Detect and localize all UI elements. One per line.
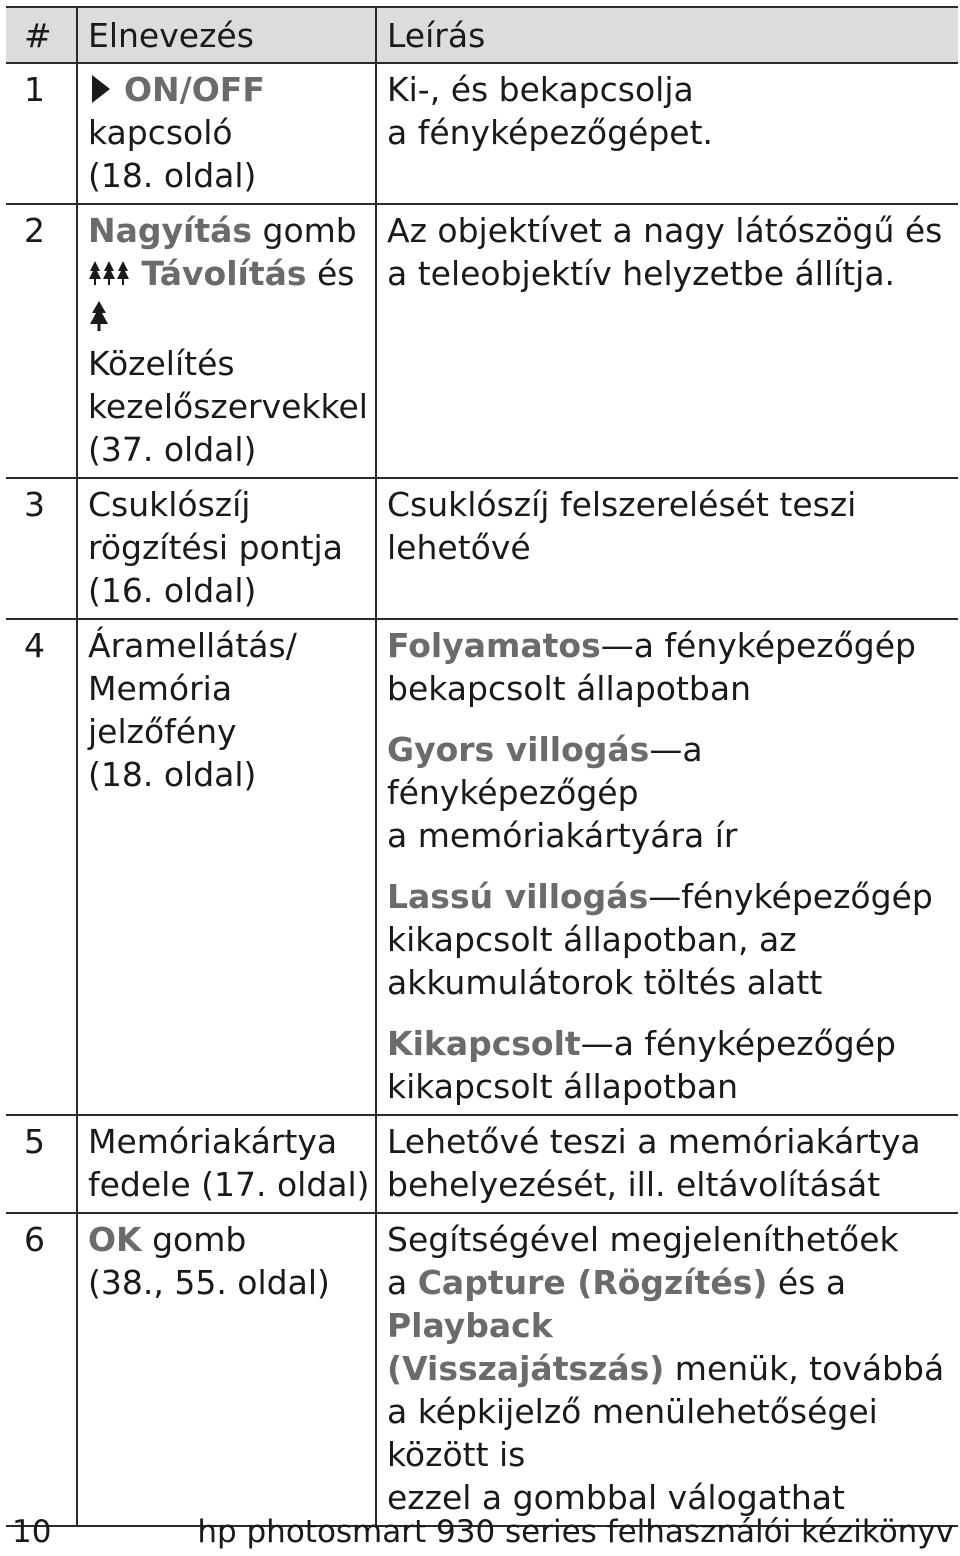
text-run: Csuklószíj (88, 485, 251, 524)
row-number: 5 (6, 1115, 77, 1213)
keyword-text: OK (88, 1220, 142, 1259)
text-run: Áramellátás/ (88, 626, 297, 665)
text-run: (18. oldal) (88, 156, 257, 195)
text-run: —a fényképezőgép (580, 1024, 896, 1063)
text-run: Memória jelzőfény (88, 669, 237, 751)
text-run: gomb (252, 211, 357, 250)
table-row (6, 1213, 958, 1526)
table-row (6, 619, 958, 1115)
description-block (387, 875, 958, 1004)
table-row (6, 1115, 958, 1213)
arrow-right-icon (92, 75, 110, 103)
keyword-text: Nagyítás (88, 211, 253, 250)
description-block (387, 1218, 958, 1519)
component-name (77, 204, 376, 478)
keyword-text: (Visszajátszás) (387, 1349, 665, 1388)
text-run: (37. oldal) (88, 430, 257, 469)
zoom-out-trees-icon (88, 254, 130, 297)
component-description (376, 478, 958, 619)
text-run: a (387, 1263, 418, 1302)
text-run: —fényképezőgép (648, 877, 933, 916)
text-run: menük, továbbá (664, 1349, 945, 1388)
text-run: (38., 55. oldal) (88, 1263, 330, 1302)
text-run: és a (767, 1263, 847, 1302)
text-run: (16. oldal) (88, 571, 257, 610)
text-run: Lehetővé teszi a memóriakártya (387, 1122, 921, 1161)
text-run: gomb (141, 1220, 247, 1259)
header-number: # (6, 7, 77, 63)
description-block (387, 68, 958, 154)
text-run: a fényképezőgépet. (387, 113, 714, 152)
text-run: kapcsoló (88, 113, 233, 152)
component-description (376, 1115, 958, 1213)
text-run: a képkijelző menülehetőségei között is (387, 1392, 878, 1474)
text-run: bekapcsolt állapotban (387, 669, 752, 708)
table-row (6, 63, 958, 204)
row-number: 1 (6, 63, 77, 204)
text-run: Csuklószíj felszerelését teszi lehetővé (387, 485, 857, 567)
keyword-text: Capture (Rögzítés) (417, 1263, 768, 1302)
text-run: kikapcsolt állapotban (387, 1067, 739, 1106)
component-name (77, 63, 376, 204)
header-description: Leírás (376, 7, 958, 63)
text-run: rögzítési pontja (88, 528, 343, 567)
text-run: Segítségével megjeleníthetőek (387, 1220, 899, 1259)
component-description (376, 204, 958, 478)
description-block (387, 624, 958, 710)
row-number: 6 (6, 1213, 77, 1526)
text-run: fedele (17. oldal) (88, 1165, 370, 1204)
text-run: Az objektívet a nagy látószögű és (387, 211, 943, 250)
text-run: és (306, 254, 355, 293)
row-number: 2 (6, 204, 77, 478)
text-run: a memóriakártyára ír (387, 816, 738, 855)
table-header-row (6, 7, 958, 63)
text-run: ezzel a gombbal válogathat (387, 1478, 845, 1517)
text-run: kikapcsolt állapotban, az (387, 920, 797, 959)
components-table (6, 6, 958, 1527)
keyword-text: Gyors villogás (387, 730, 650, 769)
keyword-text: Kikapcsolt (387, 1024, 581, 1063)
component-name (77, 1213, 376, 1526)
component-name (77, 478, 376, 619)
description-block (387, 1120, 958, 1206)
row-number: 3 (6, 478, 77, 619)
keyword-text: Folyamatos (387, 626, 601, 665)
text-run: a teleobjektív helyzetbe állítja. (387, 254, 896, 293)
description-block (387, 728, 958, 857)
text-run: —a fényképezőgép (600, 626, 916, 665)
text-run: —a fényképezőgép (387, 730, 703, 812)
keyword-text: Playback (387, 1306, 553, 1345)
component-description (376, 63, 958, 204)
description-block (387, 483, 958, 569)
manual-title: hp photosmart 930 series felhasználói kézikönyv (197, 1514, 954, 1550)
table-row (6, 204, 958, 478)
text-run: Memóriakártya (88, 1122, 338, 1161)
keyword-text: ON/OFF (124, 70, 265, 109)
table-row (6, 478, 958, 619)
component-description (376, 619, 958, 1115)
description-block (387, 209, 958, 295)
page-number: 10 (12, 1514, 52, 1550)
component-name (77, 619, 376, 1115)
component-description (376, 1213, 958, 1526)
row-number: 4 (6, 619, 77, 1115)
description-block (387, 1022, 958, 1108)
text-run: akkumulátorok töltés alatt (387, 963, 823, 1002)
zoom-in-tree-icon (88, 299, 110, 342)
text-run: (18. oldal) (88, 755, 257, 794)
text-run: Közelítés (88, 344, 235, 383)
text-run: kezelőszervekkel (88, 387, 368, 426)
header-name: Elnevezés (77, 7, 376, 63)
keyword-text: Lassú villogás (387, 877, 649, 916)
keyword-text: Távolítás (130, 254, 307, 293)
component-name (77, 1115, 376, 1213)
text-run: Ki-, és bekapcsolja (387, 70, 694, 109)
text-run: behelyezését, ill. eltávolítását (387, 1165, 881, 1204)
